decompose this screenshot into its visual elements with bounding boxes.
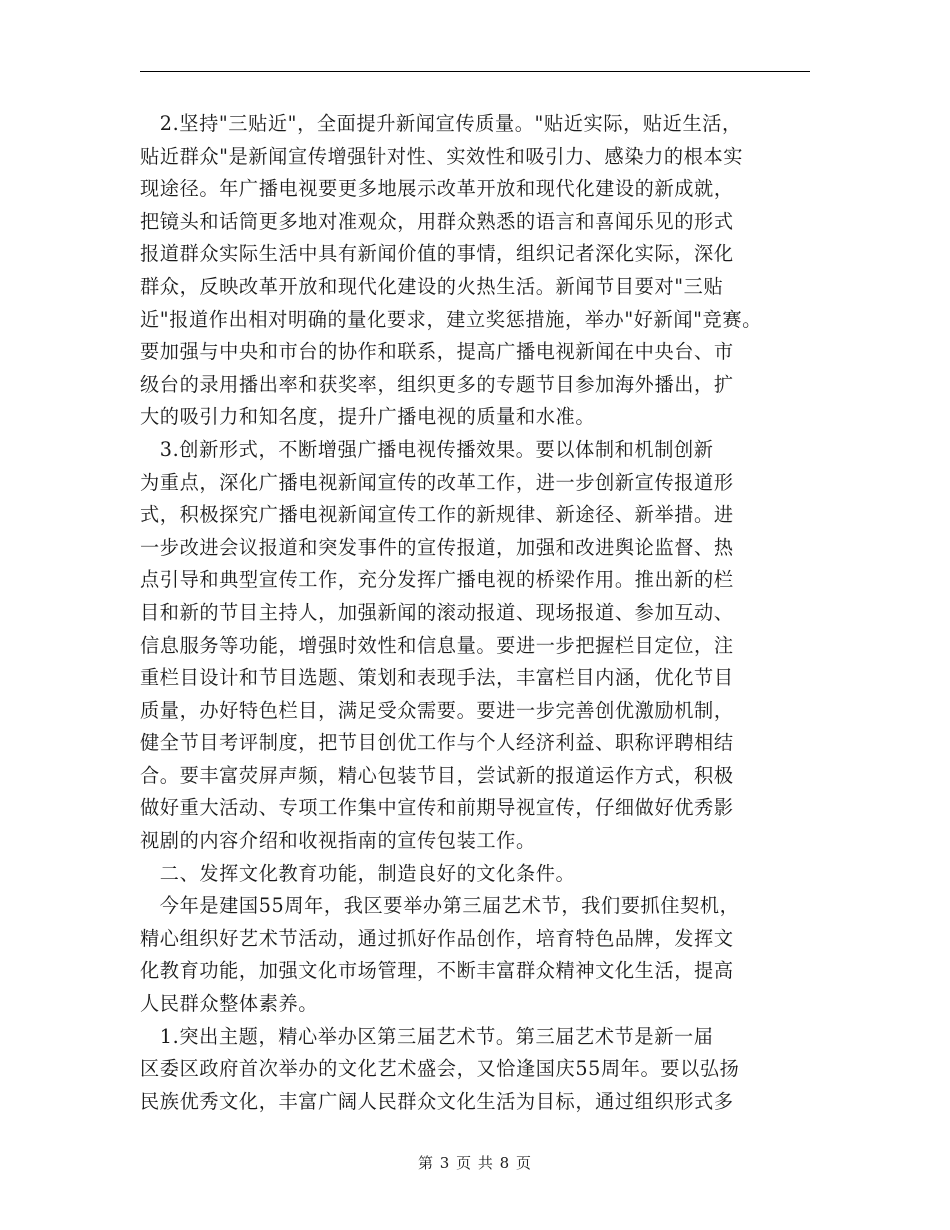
text-line: 一步改进会议报道和突发事件的宣传报道，加强和改进舆论监督、热: [140, 535, 734, 559]
page-number-footer: 第 3 页 共 8 页: [418, 1154, 532, 1172]
text-line: 做好重大活动、专项工作集中宣传和前期导视宣传，仔细做好优秀影: [140, 796, 734, 820]
text-line: 民族优秀文化，丰富广阔人民群众文化生活为目标，通过组织形式多: [140, 1089, 734, 1113]
section-heading: 二、发挥文化教育功能，制造良好的文化条件。: [140, 861, 576, 885]
body-text: [140, 108, 830, 1118]
text-line: 区委区政府首次举办的文化艺术盛会，又恰逢国庆55周年。要以弘扬: [140, 1057, 740, 1081]
text-line: 重栏目设计和节目选题、策划和表现手法，丰富栏目内涵，优化节目: [140, 666, 734, 690]
text-line: 贴近群众"是新闻宣传增强针对性、实效性和吸引力、感染力的根本实: [140, 144, 744, 168]
header-rule: [140, 71, 810, 72]
text-line: 为重点，深化广播电视新闻宣传的改革工作，进一步创新宣传报道形: [140, 470, 734, 494]
text-line: 精心组织好艺术节活动，通过抓好作品创作，培育特色品牌，发挥文: [140, 926, 734, 950]
text-line: 大的吸引力和知名度，提升广播电视的质量和水准。: [140, 405, 596, 429]
text-line: 化教育功能，加强文化市场管理，不断丰富群众精神文化生活，提高: [140, 959, 734, 983]
text-line: 视剧的内容介绍和收视指南的宣传包装工作。: [140, 829, 536, 853]
text-line: 近"报道作出相对明确的量化要求，建立奖惩措施，举办"好新闻"竞赛。: [140, 307, 762, 331]
text-line: 1.突出主题，精心举办区第三届艺术节。第三届艺术节是新一届: [140, 1024, 714, 1048]
text-line: 2.坚持"三贴近"，全面提升新闻宣传质量。"贴近实际，贴近生活，: [140, 112, 742, 135]
text-line: 群众，反映改革开放和现代化建设的火热生活。新闻节目要对"三贴: [140, 274, 724, 298]
text-line: 级台的录用播出率和获奖率，组织更多的专题节目参加海外播出，扩: [140, 372, 734, 396]
text-line: 把镜头和话筒更多地对准观众，用群众熟悉的语言和喜闻乐见的形式: [140, 209, 734, 233]
text-line: 目和新的节目主持人，加强新闻的滚动报道、现场报道、参加互动、: [140, 600, 734, 624]
text-line: 3.创新形式，不断增强广播电视传播效果。要以体制和机制创新: [140, 437, 714, 461]
text-line: 点引导和典型宣传工作，充分发挥广播电视的桥梁作用。推出新的栏: [140, 568, 734, 592]
text-line: 式，积极探究广播电视新闻宣传工作的新规律、新途径、新举措。进: [140, 503, 734, 527]
text-line: 报道群众实际生活中具有新闻价值的事情，组织记者深化实际，深化: [140, 242, 734, 266]
text-line: 健全节目考评制度，把节目创优工作与个人经济利益、职称评聘相结: [140, 731, 734, 755]
text-line: 人民群众整体素养。: [140, 992, 319, 1016]
text-line: 信息服务等功能，增强时效性和信息量。要进一步把握栏目定位，注: [140, 633, 734, 657]
text-line: 今年是建国55周年，我区要举办第三届艺术节，我们要抓住契机，: [140, 894, 740, 918]
text-line: 要加强与中央和市台的协作和联系，提高广播电视新闻在中央台、市: [140, 340, 734, 364]
text-line: 质量，办好特色栏目，满足受众需要。要进一步完善创优激励机制，: [140, 698, 734, 722]
text-line: 现途径。年广播电视要更多地展示改革开放和现代化建设的新成就，: [140, 177, 734, 201]
text-line: 合。要丰富荧屏声频，精心包装节目，尝试新的报道运作方式，积极: [140, 763, 734, 787]
